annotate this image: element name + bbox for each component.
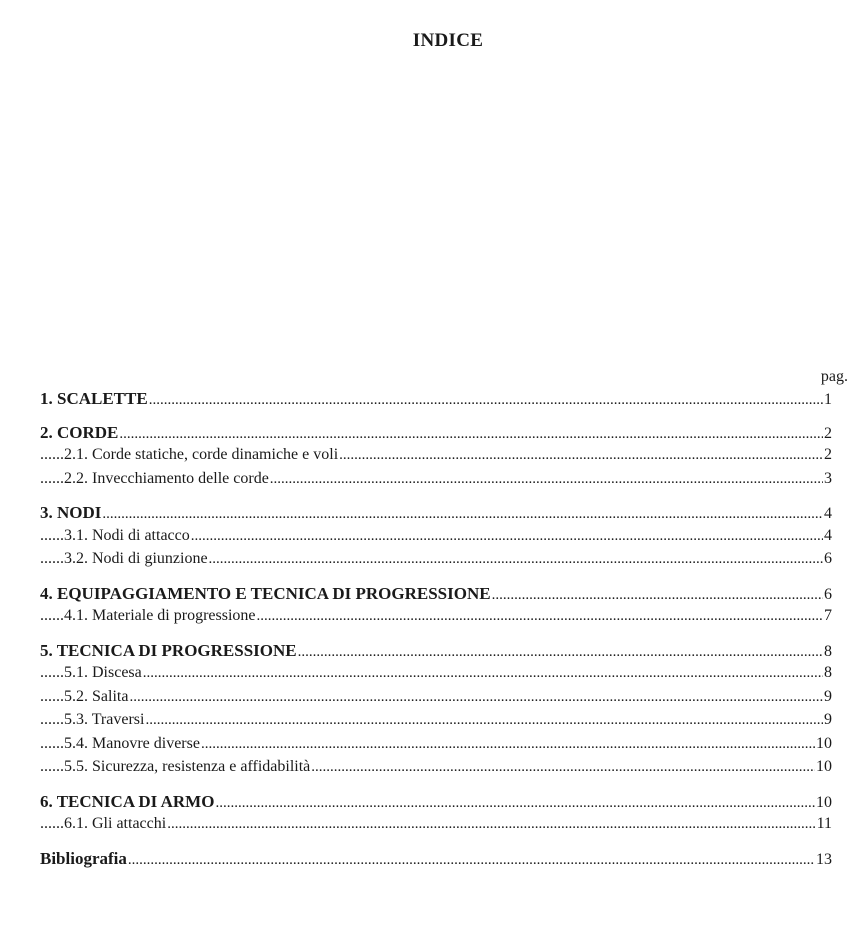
toc-dot-leader: [257, 608, 824, 625]
toc-page-number: 8: [824, 642, 832, 660]
toc-section-entry: [40, 849, 832, 873]
toc-entry-label: [40, 470, 269, 488]
toc-entry-label: [40, 792, 214, 812]
toc-section-gap: [40, 413, 832, 423]
toc-entry-text: 5.3. Traversi: [64, 711, 145, 728]
toc-entry-indent-dots: ......: [40, 526, 64, 544]
toc-entry-label: [40, 527, 190, 545]
toc-entry-label: [40, 584, 491, 604]
toc-entry-text: 2.2. Invecchiamento delle corde: [64, 469, 269, 487]
toc-entry-text: 1. SCALETTE: [40, 389, 148, 408]
toc-subsection-entry: [40, 758, 832, 782]
toc-section-gap: [40, 839, 832, 849]
toc-dot-leader: [339, 447, 823, 464]
toc-entry-indent-dots: ......: [40, 550, 64, 567]
toc-entry-label: [40, 550, 208, 568]
toc-entry-text: 6. TECNICA DI ARMO: [40, 791, 215, 811]
toc-entry-label: [40, 735, 200, 753]
toc-subsection-entry: [40, 735, 832, 759]
toc-entry-indent-dots: ......: [40, 469, 64, 487]
toc-entry-text: 5.5. Sicurezza, resistenza e affidabilità: [64, 758, 311, 775]
toc-entry-label: [40, 503, 101, 523]
toc-page-number: 3: [824, 469, 832, 487]
toc-dot-leader: [149, 392, 823, 409]
toc-section-gap: [40, 574, 832, 584]
toc-entry-text: 4. EQUIPAGGIAMENTO E TECNICA DI PROGRESSIONE: [40, 583, 491, 603]
toc-page-number: 11: [816, 815, 832, 832]
toc-entry-label: [40, 711, 144, 729]
toc-subsection-entry: [40, 470, 832, 494]
toc-dot-leader: [119, 426, 823, 443]
toc-subsection-entry: [40, 815, 832, 839]
toc-page-number: 2: [824, 424, 832, 442]
toc-entry-text: 3. NODI: [40, 503, 102, 522]
toc-entry-text: 2. CORDE: [40, 422, 119, 442]
toc-entry-label: [40, 423, 118, 443]
toc-entry-indent-dots: ......: [40, 446, 64, 463]
toc-entry-label: [40, 758, 310, 776]
toc-page-number: 6: [824, 585, 832, 603]
toc-page-number: 10: [816, 758, 832, 775]
toc-entry-indent-dots: ......: [40, 687, 64, 705]
toc-entry-label: [40, 688, 128, 706]
toc-subsection-entry: [40, 664, 832, 688]
toc-dot-leader: [201, 736, 815, 753]
toc-entry-indent-dots: ......: [40, 711, 64, 728]
toc-page-number: 10: [816, 793, 832, 811]
toc-page-number: 1: [824, 391, 832, 408]
toc-section-gap: [40, 493, 832, 503]
toc-entry-label: [40, 607, 256, 625]
toc-entry-text: 5.1. Discesa: [64, 664, 142, 681]
toc-entry-label: [40, 815, 166, 833]
toc-entry-text: 2.1. Corde statiche, corde dinamiche e voli: [64, 446, 339, 463]
toc-section-gap: [40, 782, 832, 792]
toc-subsection-entry: [40, 688, 832, 712]
toc-page-number: 6: [824, 550, 832, 567]
toc-page-number: 9: [824, 687, 832, 705]
toc-dot-leader: [191, 528, 823, 545]
toc-subsection-entry: [40, 711, 832, 735]
toc-page-number: 10: [816, 734, 832, 752]
toc-page-number: 9: [824, 711, 832, 728]
toc-entry-text: 6.1. Gli attacchi: [64, 815, 167, 832]
toc-subsection-entry: [40, 550, 832, 574]
toc-entry-label: [40, 641, 297, 661]
toc-dot-leader: [270, 471, 823, 488]
toc-entry-label: [40, 446, 338, 464]
toc-section-entry: [40, 503, 832, 527]
toc-subsection-entry: [40, 527, 832, 551]
toc-section-gap: [40, 631, 832, 641]
toc-section-entry: [40, 389, 832, 413]
toc-subsection-entry: [40, 446, 832, 470]
toc-entry-indent-dots: ......: [40, 815, 64, 832]
toc-dot-leader: [311, 759, 815, 776]
toc-dot-leader: [128, 852, 815, 869]
page-title: INDICE: [412, 30, 484, 51]
toc-entry-text: 3.1. Nodi di attacco: [64, 526, 190, 544]
toc-entry-text: 4.1. Materiale di progressione: [64, 607, 256, 624]
toc-section-entry: [40, 423, 832, 447]
toc-dot-leader: [143, 665, 823, 682]
toc-section-entry: [40, 641, 832, 665]
toc-page-number: 8: [824, 664, 832, 681]
toc-entry-text: 5.2. Salita: [64, 687, 129, 705]
toc-page-number: 7: [824, 607, 832, 624]
toc-page-number: 2: [824, 446, 832, 463]
page-column-label: pag.: [820, 368, 848, 385]
toc-entry-label: [40, 849, 127, 869]
toc-entry-text: 3.2. Nodi di giunzione: [64, 550, 208, 567]
toc-entry-text: Bibliografia: [40, 848, 127, 868]
toc-entry-indent-dots: ......: [40, 758, 64, 775]
toc-subsection-entry: [40, 607, 832, 631]
toc-entry-text: 5. TECNICA DI PROGRESSIONE: [40, 640, 297, 660]
toc-entry-indent-dots: ......: [40, 607, 64, 624]
toc-dot-leader: [167, 816, 815, 833]
toc-dot-leader: [492, 587, 823, 604]
toc-dot-leader: [298, 644, 823, 661]
toc-dot-leader: [209, 551, 823, 568]
toc-dot-leader: [145, 712, 823, 729]
toc-page-number: 4: [824, 526, 832, 544]
table-of-contents: [40, 389, 832, 872]
toc-page-number: 4: [824, 505, 832, 522]
toc-entry-indent-dots: ......: [40, 734, 64, 752]
toc-entry-text: 5.4. Manovre diverse: [64, 734, 200, 752]
toc-section-entry: [40, 792, 832, 816]
toc-dot-leader: [102, 506, 823, 523]
toc-dot-leader: [129, 689, 823, 706]
toc-entry-indent-dots: ......: [40, 664, 64, 681]
toc-entry-label: [40, 389, 148, 409]
toc-page-number: 13: [816, 850, 832, 868]
toc-dot-leader: [215, 795, 815, 812]
toc-entry-label: [40, 664, 142, 682]
toc-section-entry: [40, 584, 832, 608]
